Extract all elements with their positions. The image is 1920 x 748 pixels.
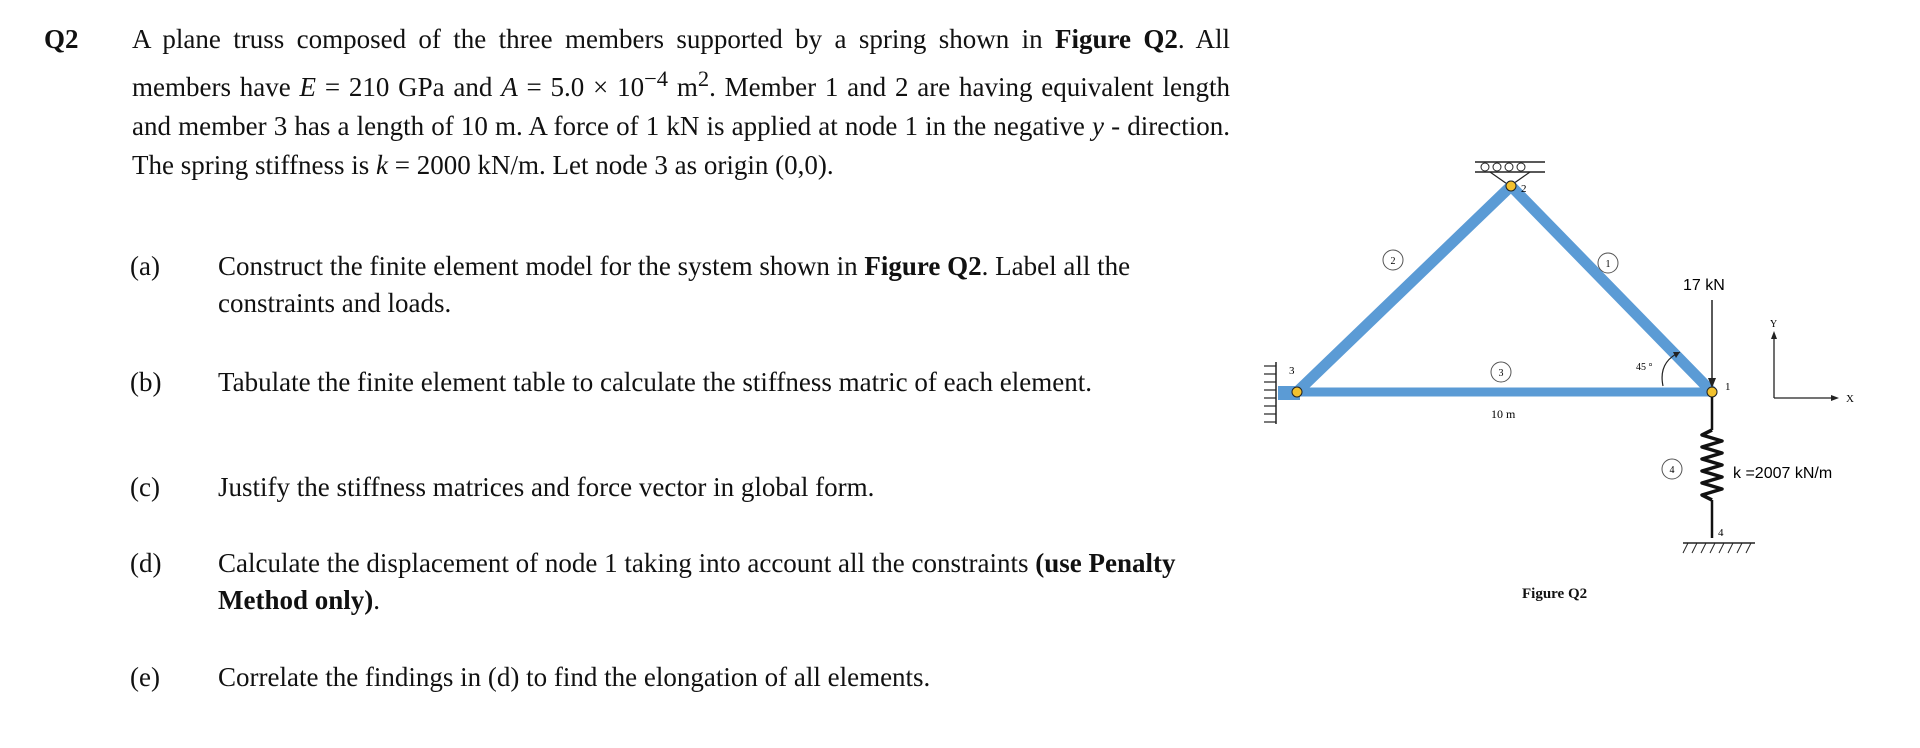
node-label-2: 2 <box>1521 183 1527 195</box>
member-label-1: 1 <box>1605 259 1611 270</box>
part-text: Justify the stiffness matrices and force vector in global form. <box>218 472 875 502</box>
figure-caption: Figure Q2 <box>1522 586 1588 602</box>
part-text: Correlate the findings in (d) to find the elongation of all elements. <box>218 662 931 692</box>
node-1-joint <box>1707 387 1717 397</box>
member-label-2: 2 <box>1390 256 1396 267</box>
spring-label: k =2007 kN/m <box>1733 465 1833 482</box>
part-e <box>130 659 1240 699</box>
question-number: Q2 <box>44 24 79 54</box>
member-label-4: 4 <box>1669 465 1675 476</box>
ground-support <box>1683 543 1755 553</box>
member-2 <box>1297 186 1511 392</box>
member-1 <box>1511 186 1712 392</box>
part-label: (c) <box>130 472 160 502</box>
angle-label: 45 ° <box>1636 362 1653 373</box>
part-label: (d) <box>130 548 162 578</box>
part-text: Calculate the displacement of node 1 taking into account all the constraints (use Penalty Method only). <box>218 548 1176 615</box>
question-stem: A plane truss composed of the three members supported by a spring shown in Figure Q2. All members have E = 210 GPa and $A = 5.0 \times 10^{-4}$ $m^2$. Member 1 and 2 are having equivalent length and member 3 has a length of 10 m. A force of 1 kN is applied at node 1 in the negative y - direction. The spring stiffness is k = 2000 kN/m. Let node 3 as origin (0,0). <box>132 24 1231 180</box>
length-label: 10 m <box>1491 407 1516 421</box>
part-a <box>130 248 1240 328</box>
part-label: (a) <box>130 251 160 281</box>
node-3-joint <box>1292 387 1302 397</box>
axis-label-y: Y <box>1770 319 1778 330</box>
part-text: Tabulate the finite element table to calculate the stiffness matric of each element. <box>218 367 1092 397</box>
axis-label-x: X <box>1846 393 1854 405</box>
part-label: (e) <box>130 662 160 692</box>
node-2-joint <box>1506 181 1516 191</box>
left-wall-support <box>1264 362 1276 424</box>
coordinate-axes <box>1771 331 1839 401</box>
part-d <box>130 545 1240 625</box>
part-b <box>130 364 1240 404</box>
member-label-3: 3 <box>1498 368 1504 379</box>
force-label: 17 kN <box>1683 277 1725 294</box>
part-text: Construct the finite element model for the system shown in Figure Q2. Label all the constraints and loads. <box>218 251 1131 318</box>
spring <box>1702 397 1722 538</box>
node-label-3: 3 <box>1289 365 1295 377</box>
node-label-1: 1 <box>1725 381 1731 393</box>
node-label-4: 4 <box>1718 527 1724 539</box>
truss-figure <box>1255 145 1855 615</box>
part-label: (b) <box>130 367 162 397</box>
part-c <box>130 469 1240 509</box>
